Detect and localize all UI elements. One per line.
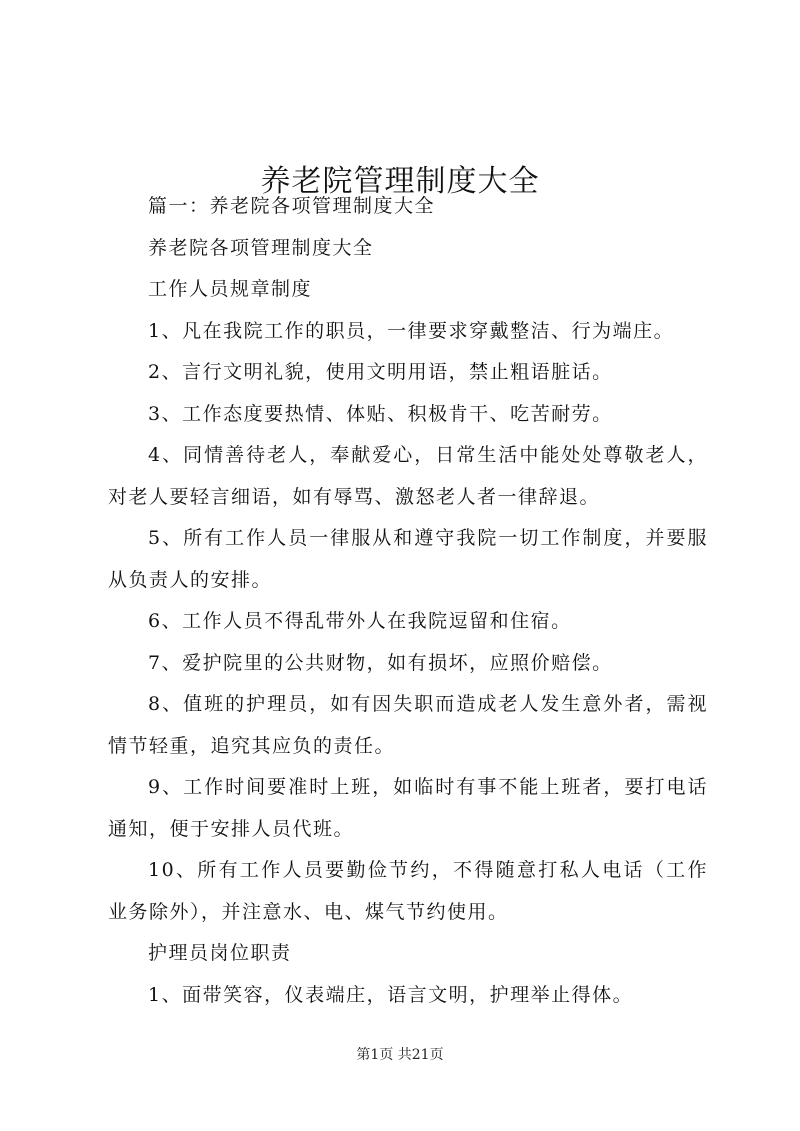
page-footer: 第1页 共21页 (356, 1047, 444, 1063)
paragraph: 养老院各项管理制度大全 (148, 236, 374, 259)
paragraph: 9、工作时间要准时上班，如临时有事不能上班者，要打电话通知，便于安排人员代班。 (108, 776, 708, 840)
paragraph: 7、爱护院里的公共财物，如有损坏，应照价赔偿。 (148, 651, 613, 674)
paragraph: 1、面带笑容，仪表端庄，语言文明，护理举止得体。 (148, 983, 634, 1006)
paragraph: 工作人员规章制度 (148, 278, 313, 300)
document-body (108, 186, 708, 1016)
paragraph: 6、工作人员不得乱带外人在我院逗留和住宿。 (148, 610, 572, 632)
paragraph: 3、工作态度要热情、体贴、积极肯干、吃苦耐劳。 (148, 402, 613, 425)
paragraph: 2、言行文明礼貌，使用文明用语，禁止粗语脏话。 (148, 361, 613, 383)
paragraph: 8、值班的护理员，如有因失职而造成老人发生意外者，需视情节轻重，追究其应负的责任。 (108, 693, 708, 757)
paragraph: 篇一：养老院各项管理制度大全 (148, 195, 436, 217)
paragraph: 5、所有工作人员一律服从和遵守我院一切工作制度，并要服从负责人的安排。 (108, 527, 708, 591)
document-title: 养老院管理制度大全 (260, 164, 540, 200)
paragraph: 1、凡在我院工作的职员，一律要求穿戴整洁、行为端庄。 (148, 319, 675, 342)
paragraph: 10、所有工作人员要勤俭节约，不得随意打私人电话（工作业务除外），并注意水、电、煤气节约使用。 (108, 859, 708, 923)
paragraph: 护理员岗位职责 (148, 942, 292, 964)
paragraph: 4、同情善待老人，奉献爱心，日常生活中能处处尊敬老人，对老人要轻言细语，如有辱骂、激怒老人者一律辞退。 (108, 444, 708, 508)
